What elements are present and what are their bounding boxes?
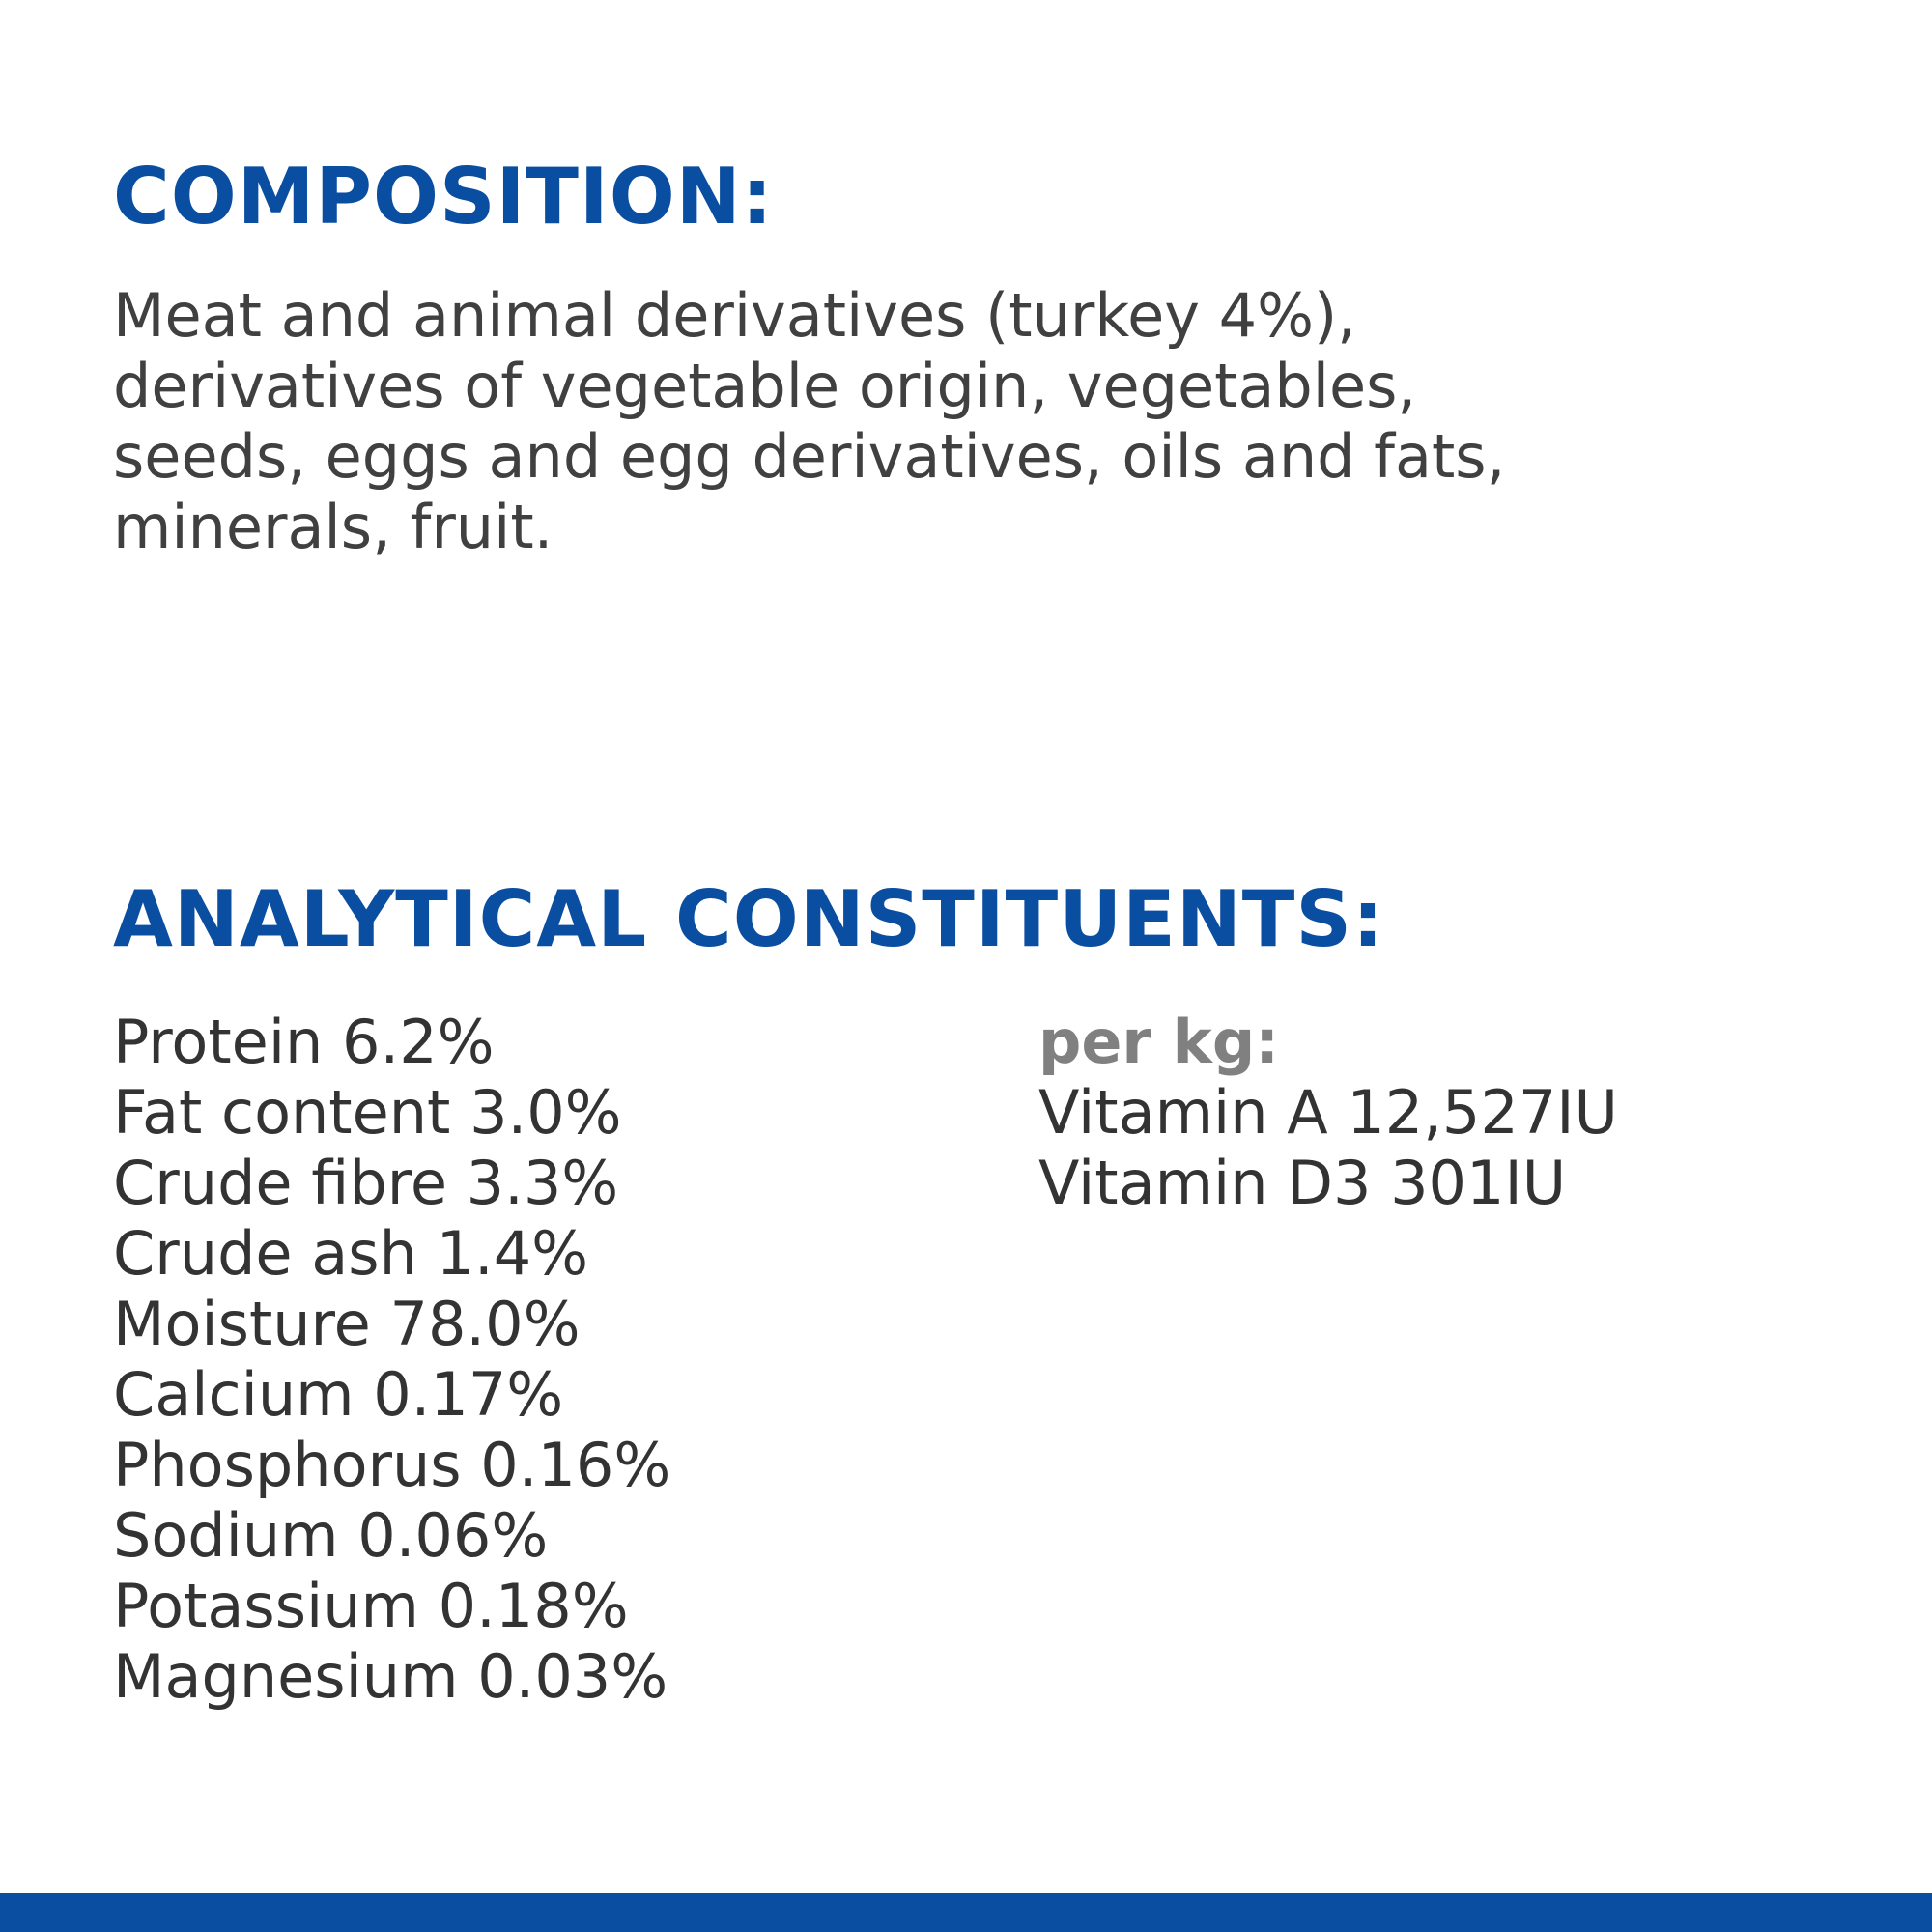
composition-line: seeds, eggs and egg derivatives, oils and fats, bbox=[113, 421, 1506, 492]
constituent-item: Crude ash 1.4% bbox=[113, 1218, 589, 1289]
footer-bar bbox=[0, 1893, 1932, 1932]
constituent-item: Magnesium 0.03% bbox=[113, 1641, 668, 1712]
vitamin-item: Vitamin A 12,527IU bbox=[1038, 1077, 1618, 1148]
composition-text bbox=[113, 280, 1833, 562]
vitamin-list bbox=[1038, 1077, 1618, 1218]
composition-line: Meat and animal derivatives (turkey 4%), bbox=[113, 280, 1356, 351]
constituent-item: Moisture 78.0% bbox=[113, 1289, 581, 1359]
constituent-item: Sodium 0.06% bbox=[113, 1500, 549, 1571]
constituent-item: Potassium 0.18% bbox=[113, 1571, 629, 1641]
per-kg-label: per kg: bbox=[1038, 1007, 1279, 1077]
constituent-item: Calcium 0.17% bbox=[113, 1359, 564, 1430]
constituents-list bbox=[113, 1007, 670, 1712]
constituent-item: Protein 6.2% bbox=[113, 1007, 495, 1077]
constituent-item: Crude fibre 3.3% bbox=[113, 1148, 619, 1218]
constituent-item: Phosphorus 0.16% bbox=[113, 1430, 671, 1500]
composition-heading: COMPOSITION: bbox=[113, 152, 774, 242]
per-kg-section bbox=[1038, 1007, 1618, 1218]
vitamin-item: Vitamin D3 301IU bbox=[1038, 1148, 1567, 1218]
composition-line: derivatives of vegetable origin, vegetables, bbox=[113, 351, 1417, 421]
composition-line: minerals, fruit. bbox=[113, 492, 554, 562]
constituent-item: Fat content 3.0% bbox=[113, 1077, 622, 1148]
analytical-constituents-heading: ANALYTICAL CONSTITUENTS: bbox=[113, 874, 1384, 964]
